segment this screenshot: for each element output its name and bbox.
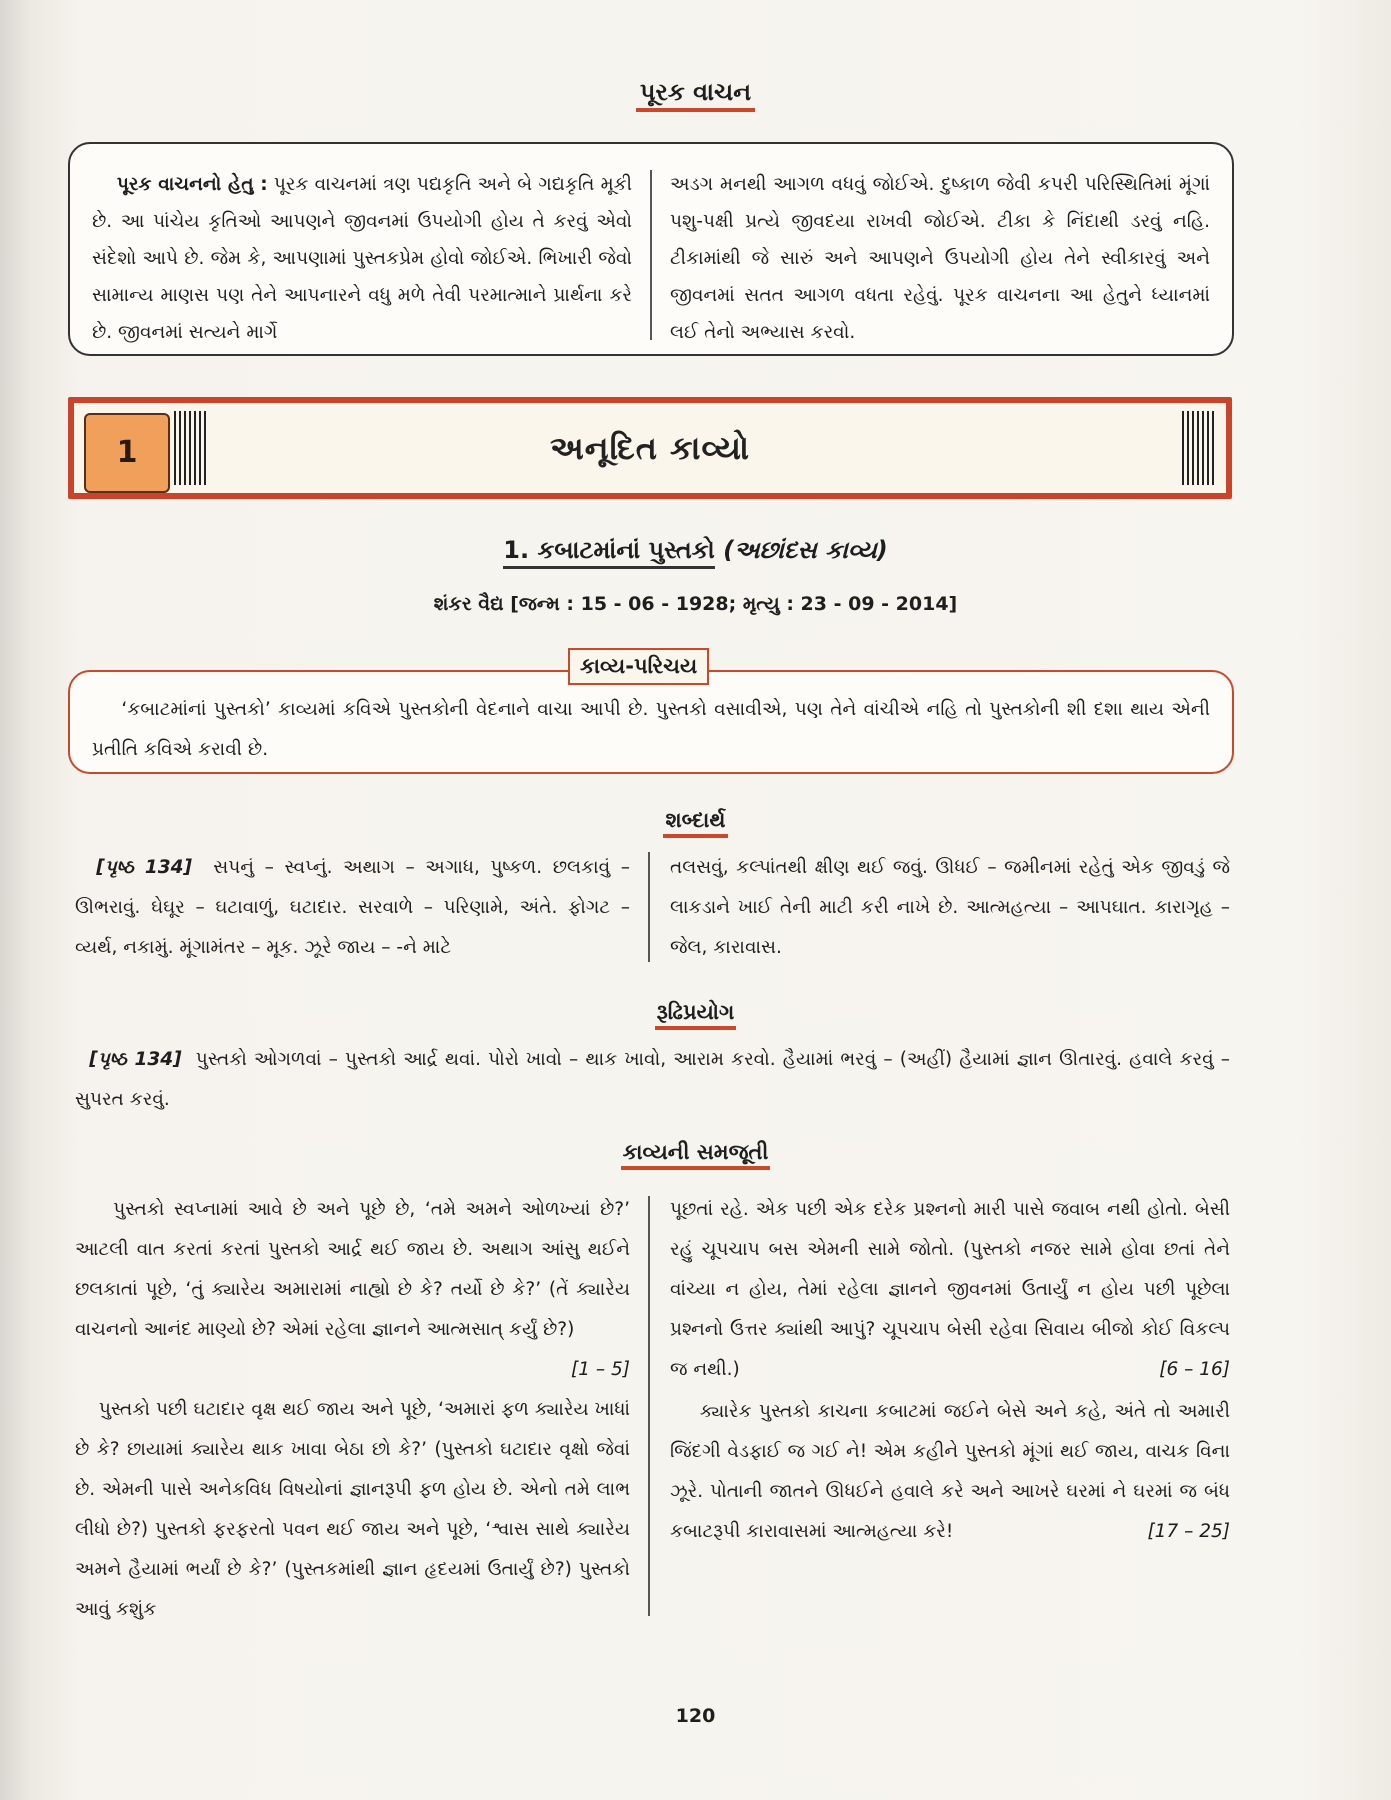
column-divider bbox=[648, 852, 650, 962]
purak-right-column: અડગ મનથી આગળ વધવું જોઈએ. દુષ્કાળ જેવી કપરી પરિસ્થિતિમાં મૂંગાં પશુ-પક્ષી પ્રત્યે જીવદયા રાખવી જોઈએ. ટીકા કે નિંદાથી ડરવું નહિ. ટીકામાંથી જે સારું અને આપણને ઉપયોગી હોય તેને સ્વીકારવું અને જીવનમાં સતત આગળ વધતા રહેવું. પૂરક વાચનના આ હેતુને ધ્યાનમાં લઈ તેનો અભ્યાસ કરવો. bbox=[670, 174, 1210, 343]
poet-info: શંકર વૈદ્ય [જન્મ : 15 - 06 - 1928; મૃત્યુ : 23 - 09 - 2014] bbox=[433, 593, 958, 615]
shabdarth-left: [પૃષ્ઠ 134] સપનું – સ્વપ્નું. અથાગ – અગાધ, પુષ્કળ. છલકાવું – ઊભરાવું. ઘેઘૂર – ઘટાવાળું, ઘટાદાર. સરવાળે – પરિણામે, અંતે. ફોગટ – વ્યર્થ, નકામું. મૂંગામંતર – મૂક. ઝૂરે જાય – -ને માટે bbox=[75, 857, 630, 958]
shabdarth-heading: શબ્દાર્થ bbox=[0, 808, 1391, 833]
samjuti-paragraph: પુસ્તકો પછી ઘટાદાર વૃક્ષ થઈ જાય અને પૂછે, ‘અમારાં ફળ ક્યારેય ખાધાં છે કે? છાયામાં ક્યારેય થાક ખાવા બેઠા છો કે?’ (પુસ્તકો ઘટાદાર વૃક્ષો જેવાં છે. એમની પાસે અનેકવિધ વિષયોનાં જ્ઞાનરૂપી ફળ હોય છે. એનો તમે લાભ લીધો છે?) પુસ્તકો ફરફરતો પવન થઈ જાય અને પૂછે, ‘શ્વાસ સાથે ક્યારેય અમને હૈયામાં ભર્યાં છે કે?’ (પુસ્તકમાંથી જ્ઞાન હૃદયમાં ઉતાર્યું છે?) પુસ્તકો આવું કશુંક bbox=[75, 1399, 630, 1620]
page-number: 120 bbox=[675, 1705, 716, 1727]
purak-left-column bbox=[92, 166, 632, 351]
samjuti-paragraph: પુસ્તકો સ્વપ્નામાં આવે છે અને પૂછે છે, ‘તમે અમને ઓળખ્યાં છે?’ આટલી વાત કરતાં કરતાં પુસ્તકો આર્દ્ર થઈ જાય છે. અથાગ આંસુ થઈને છલકાતાં પૂછે, ‘તું ક્યારેય અમારામાં નાહ્યો છે કે? તર્યો છે કે?’ (તેં ક્યારેય વાચનનો આનંદ માણ્યો છે? એમાં રહેલા જ્ઞાનને આત્મસાત્ કર્યું છે?) [1 – 5] bbox=[75, 1190, 630, 1350]
kavya-parichay-text: ‘કબાટમાંનાં પુસ્તકો’ કાવ્યમાં કવિએ પુસ્તકોની વેદનાને વાચા આપી છે. પુસ્તકો વસાવીએ, પણ તેને વાંચીએ નહિ તો પુસ્તકોની શી દશા થાય એની પ્રતીતિ કવિએ કરાવી છે. bbox=[92, 699, 1210, 760]
purak-left-text: પૂરક વાચનમાં ત્રણ પદ્યકૃતિ અને બે ગદ્યકૃતિ મૂકી છે. આ પાંચેય કૃતિઓ આપણને જીવનમાં ઉપયોગી હોય તે કરવું એવો સંદેશો આપે છે. જેમ કે, આપણામાં પુસ્તકપ્રેમ હોવો જોઈએ. ભિખારી જેવો સામાન્ય માણસ પણ તેને આપનારને વધુ મળે તેવી પરમાત્માને પ્રાર્થના કરે છે. જીવનમાં સત્યને માર્ગે bbox=[92, 174, 632, 343]
line-ref: [6 – 16] bbox=[1159, 1359, 1230, 1380]
line-ref: [17 – 25] bbox=[1147, 1521, 1230, 1542]
rudhiprayog-page-ref: [પૃષ્ઠ 134] bbox=[89, 1049, 182, 1070]
purak-lead: પૂરક વાચનનો હેતુ : bbox=[116, 174, 268, 195]
samjuti-paragraph: પૂછતાં રહે. એક પછી એક દરેક પ્રશ્નનો મારી પાસે જવાબ નથી હોતો. બેસી રહું ચૂપચાપ બસ એમની સામે જોતો. (પુસ્તકો નજર સામે હોવા છતાં તેને વાંચ્યા ન હોય, તેમાં રહેલા જ્ઞાનને જીવનમાં ઉતાર્યું ન હોય પછી પૂછેલા પ્રશ્નનો ઉત્તર ક્યાંથી આપું? ચૂપચાપ બેસી રહેવા સિવાય બીજો કોઈ વિકલ્પ જ નથી.) [6 – 16] bbox=[670, 1190, 1230, 1390]
shabdarth-page-ref: [પૃષ્ઠ 134] bbox=[96, 857, 192, 878]
rudhiprayog-heading: રૂઢિપ્રયોગ bbox=[0, 1000, 1391, 1025]
samjuti-right-column bbox=[670, 1190, 1230, 1552]
rudhiprayog-text: [પૃષ્ઠ 134] પુસ્તકો ઓગળવાં – પુસ્તકો આર્દ્ર થવાં. પોરો ખાવો – થાક ખાવો, આરામ કરવો. હૈયામાં ભરવું – (અહીં) હૈયામાં જ્ઞાન ઊતારવું. હવાલે કરવું – સુપરત કરવું. bbox=[75, 1049, 1231, 1110]
kavya-parichay-label: કાવ્ય-પરિચય bbox=[568, 648, 709, 685]
shabdarth-right: તલસવું, કલ્પાંતથી ક્ષીણ થઈ જવું. ઊધઈ – જમીનમાં રહેતું એક જીવડું જે લાકડાને ખાઈ તેની માટી કરી નાખે છે. આત્મહત્યા – આપઘાત. કારાગૃહ – જેલ, કારાવાસ. bbox=[670, 857, 1230, 958]
samjuti-left-column bbox=[75, 1190, 630, 1630]
line-ref: [1 – 5] bbox=[571, 1359, 630, 1380]
poem-form: (અછાંદસ કાવ્ય) bbox=[723, 536, 888, 564]
kavya-parichay-box bbox=[68, 670, 1234, 774]
column-divider bbox=[650, 170, 652, 340]
chapter-banner bbox=[68, 397, 1232, 499]
column-divider bbox=[648, 1196, 650, 1616]
chapter-title: અનૂદિત કાવ્યો bbox=[549, 429, 750, 467]
samjuti-heading: કાવ્યની સમજૂતી bbox=[0, 1140, 1391, 1165]
purak-vachan-title: પૂરક વાચન bbox=[0, 78, 1391, 106]
chapter-number: 1 bbox=[84, 413, 170, 493]
purak-vachan-box bbox=[68, 142, 1234, 356]
poem-title: 1. કબાટમાંનાં પુસ્તકો (અછાંદસ કાવ્ય) bbox=[0, 536, 1391, 564]
samjuti-paragraph: ક્યારેક પુસ્તકો કાચના કબાટમાં જઈને બેસે અને કહે, અંતે તો અમારી જિંદગી વેડફાઈ જ ગઈ ને! એમ કહીને પુસ્તકો મૂંગાં થઈ જાય, વાચક વિના ઝૂરે. પોતાની જાતને ઊધઈને હવાલે કરે અને આખરે ઘરમાં ને ઘરમાં જ બંધ કબાટરૂપી કારાવાસમાં આત્મહત્યા કરે! [17 – 25] bbox=[670, 1392, 1230, 1552]
